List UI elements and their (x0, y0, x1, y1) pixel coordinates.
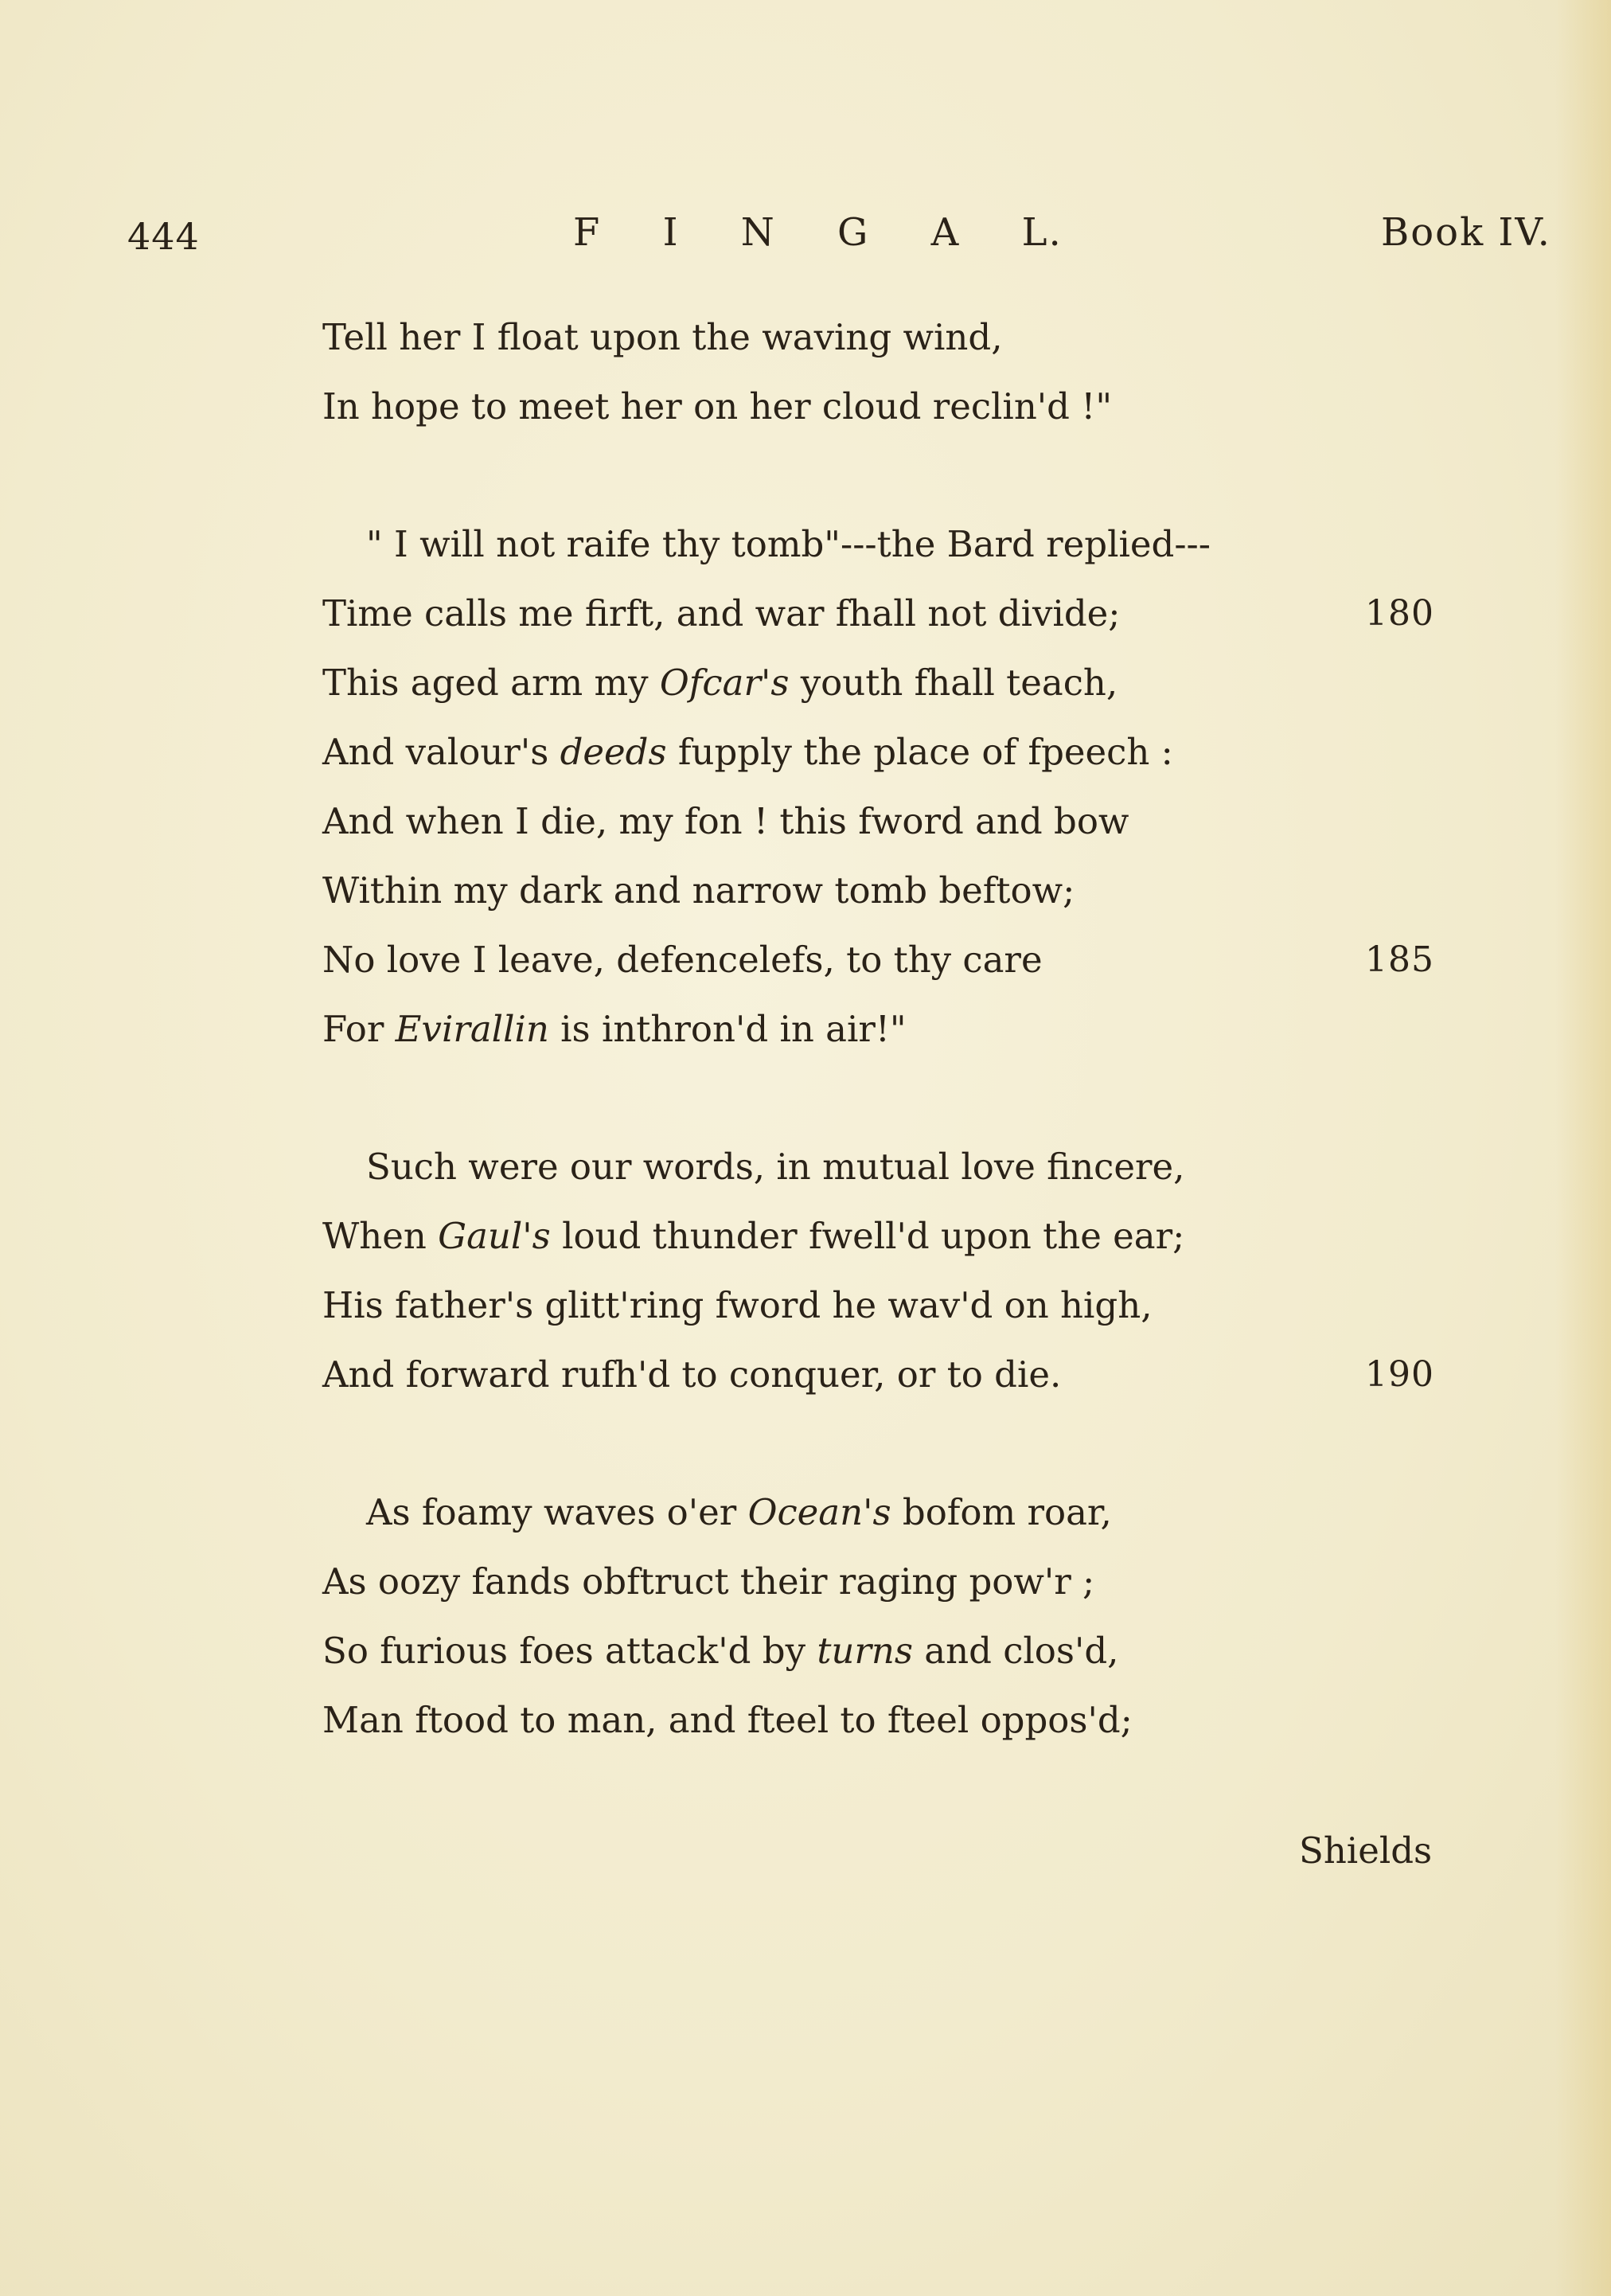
poem-line (322, 648, 1437, 717)
italic-word: Ocean's (747, 1491, 891, 1533)
line-text: This aged arm my (322, 662, 660, 704)
line-text: is inthron'd in air!" (548, 1008, 907, 1050)
line-text: When (322, 1215, 439, 1257)
stanza (322, 303, 1437, 441)
poem-line (322, 372, 1437, 441)
poem-line (322, 1201, 1437, 1271)
line-number: 185 (1365, 939, 1434, 980)
line-text: His father's glitt'ring fword he wav'd on high, (322, 1284, 1153, 1326)
book-label: Book IV. (1381, 210, 1551, 255)
poem-body (322, 303, 1437, 1823)
page-header (0, 207, 1611, 271)
line-text: For (322, 1008, 396, 1050)
line-text: " I will not raife thy tomb"---the Bard replied--- (366, 523, 1211, 565)
poem-line (322, 579, 1437, 648)
line-text: Time calls me firft, and war fhall not divide; (322, 592, 1121, 635)
stanza (322, 1132, 1437, 1409)
stanza (322, 1478, 1437, 1755)
line-text: loud thunder fwell'd upon the ear; (550, 1215, 1185, 1257)
poem-line (322, 1616, 1437, 1685)
poem-line (322, 303, 1437, 372)
line-text: Tell her I float upon the waving wind, (322, 316, 1003, 358)
poem-line (322, 925, 1437, 994)
line-text: And valour's (322, 731, 560, 773)
poem-line (322, 1340, 1437, 1409)
line-text: bofom roar, (891, 1491, 1112, 1533)
line-number: 190 (1365, 1354, 1434, 1395)
page-edge-shadow (1555, 0, 1611, 2296)
line-text: youth fhall teach, (789, 662, 1118, 704)
line-text: Such were our words, in mutual love fincere, (366, 1146, 1185, 1188)
poem-line (322, 1685, 1437, 1755)
line-text: As foamy waves o'er (366, 1491, 748, 1533)
line-text: In hope to meet her on her cloud reclin'd !" (322, 385, 1113, 428)
italic-word: Ofcar's (659, 662, 790, 704)
line-text: So furious foes attack'd by (322, 1630, 817, 1672)
italic-word: Gaul's (438, 1215, 551, 1257)
line-text: Within my dark and narrow tomb beftow; (322, 869, 1075, 912)
poem-line (322, 1478, 1437, 1547)
stanza (322, 510, 1437, 1064)
italic-word: turns (817, 1630, 913, 1672)
line-text: and clos'd, (912, 1630, 1119, 1672)
poem-line (322, 994, 1437, 1064)
poem-line (322, 717, 1437, 787)
page-number: 444 (127, 215, 200, 258)
line-text: No love I leave, defencelefs, to thy care (322, 939, 1043, 981)
poem-line (322, 1547, 1437, 1616)
poem-line (322, 1132, 1437, 1201)
line-text: And forward rufh'd to conquer, or to die. (322, 1353, 1062, 1396)
running-title: F I N G A L. (573, 210, 1063, 255)
line-text: As oozy fands obftruct their raging pow'r ; (322, 1560, 1095, 1603)
poem-line (322, 787, 1437, 856)
line-text: And when I die, my fon ! this fword and bow (322, 800, 1129, 842)
line-text: Man ftood to man, and fteel to fteel oppos'd; (322, 1699, 1133, 1741)
poem-line (322, 856, 1437, 925)
line-text: fupply the place of fpeech : (666, 731, 1173, 773)
catchword: Shields (1299, 1829, 1433, 1872)
poem-line (322, 1271, 1437, 1340)
poem-line (322, 510, 1437, 579)
italic-word: deeds (560, 731, 667, 773)
line-number: 180 (1365, 593, 1434, 634)
italic-word: Evirallin (395, 1008, 549, 1050)
